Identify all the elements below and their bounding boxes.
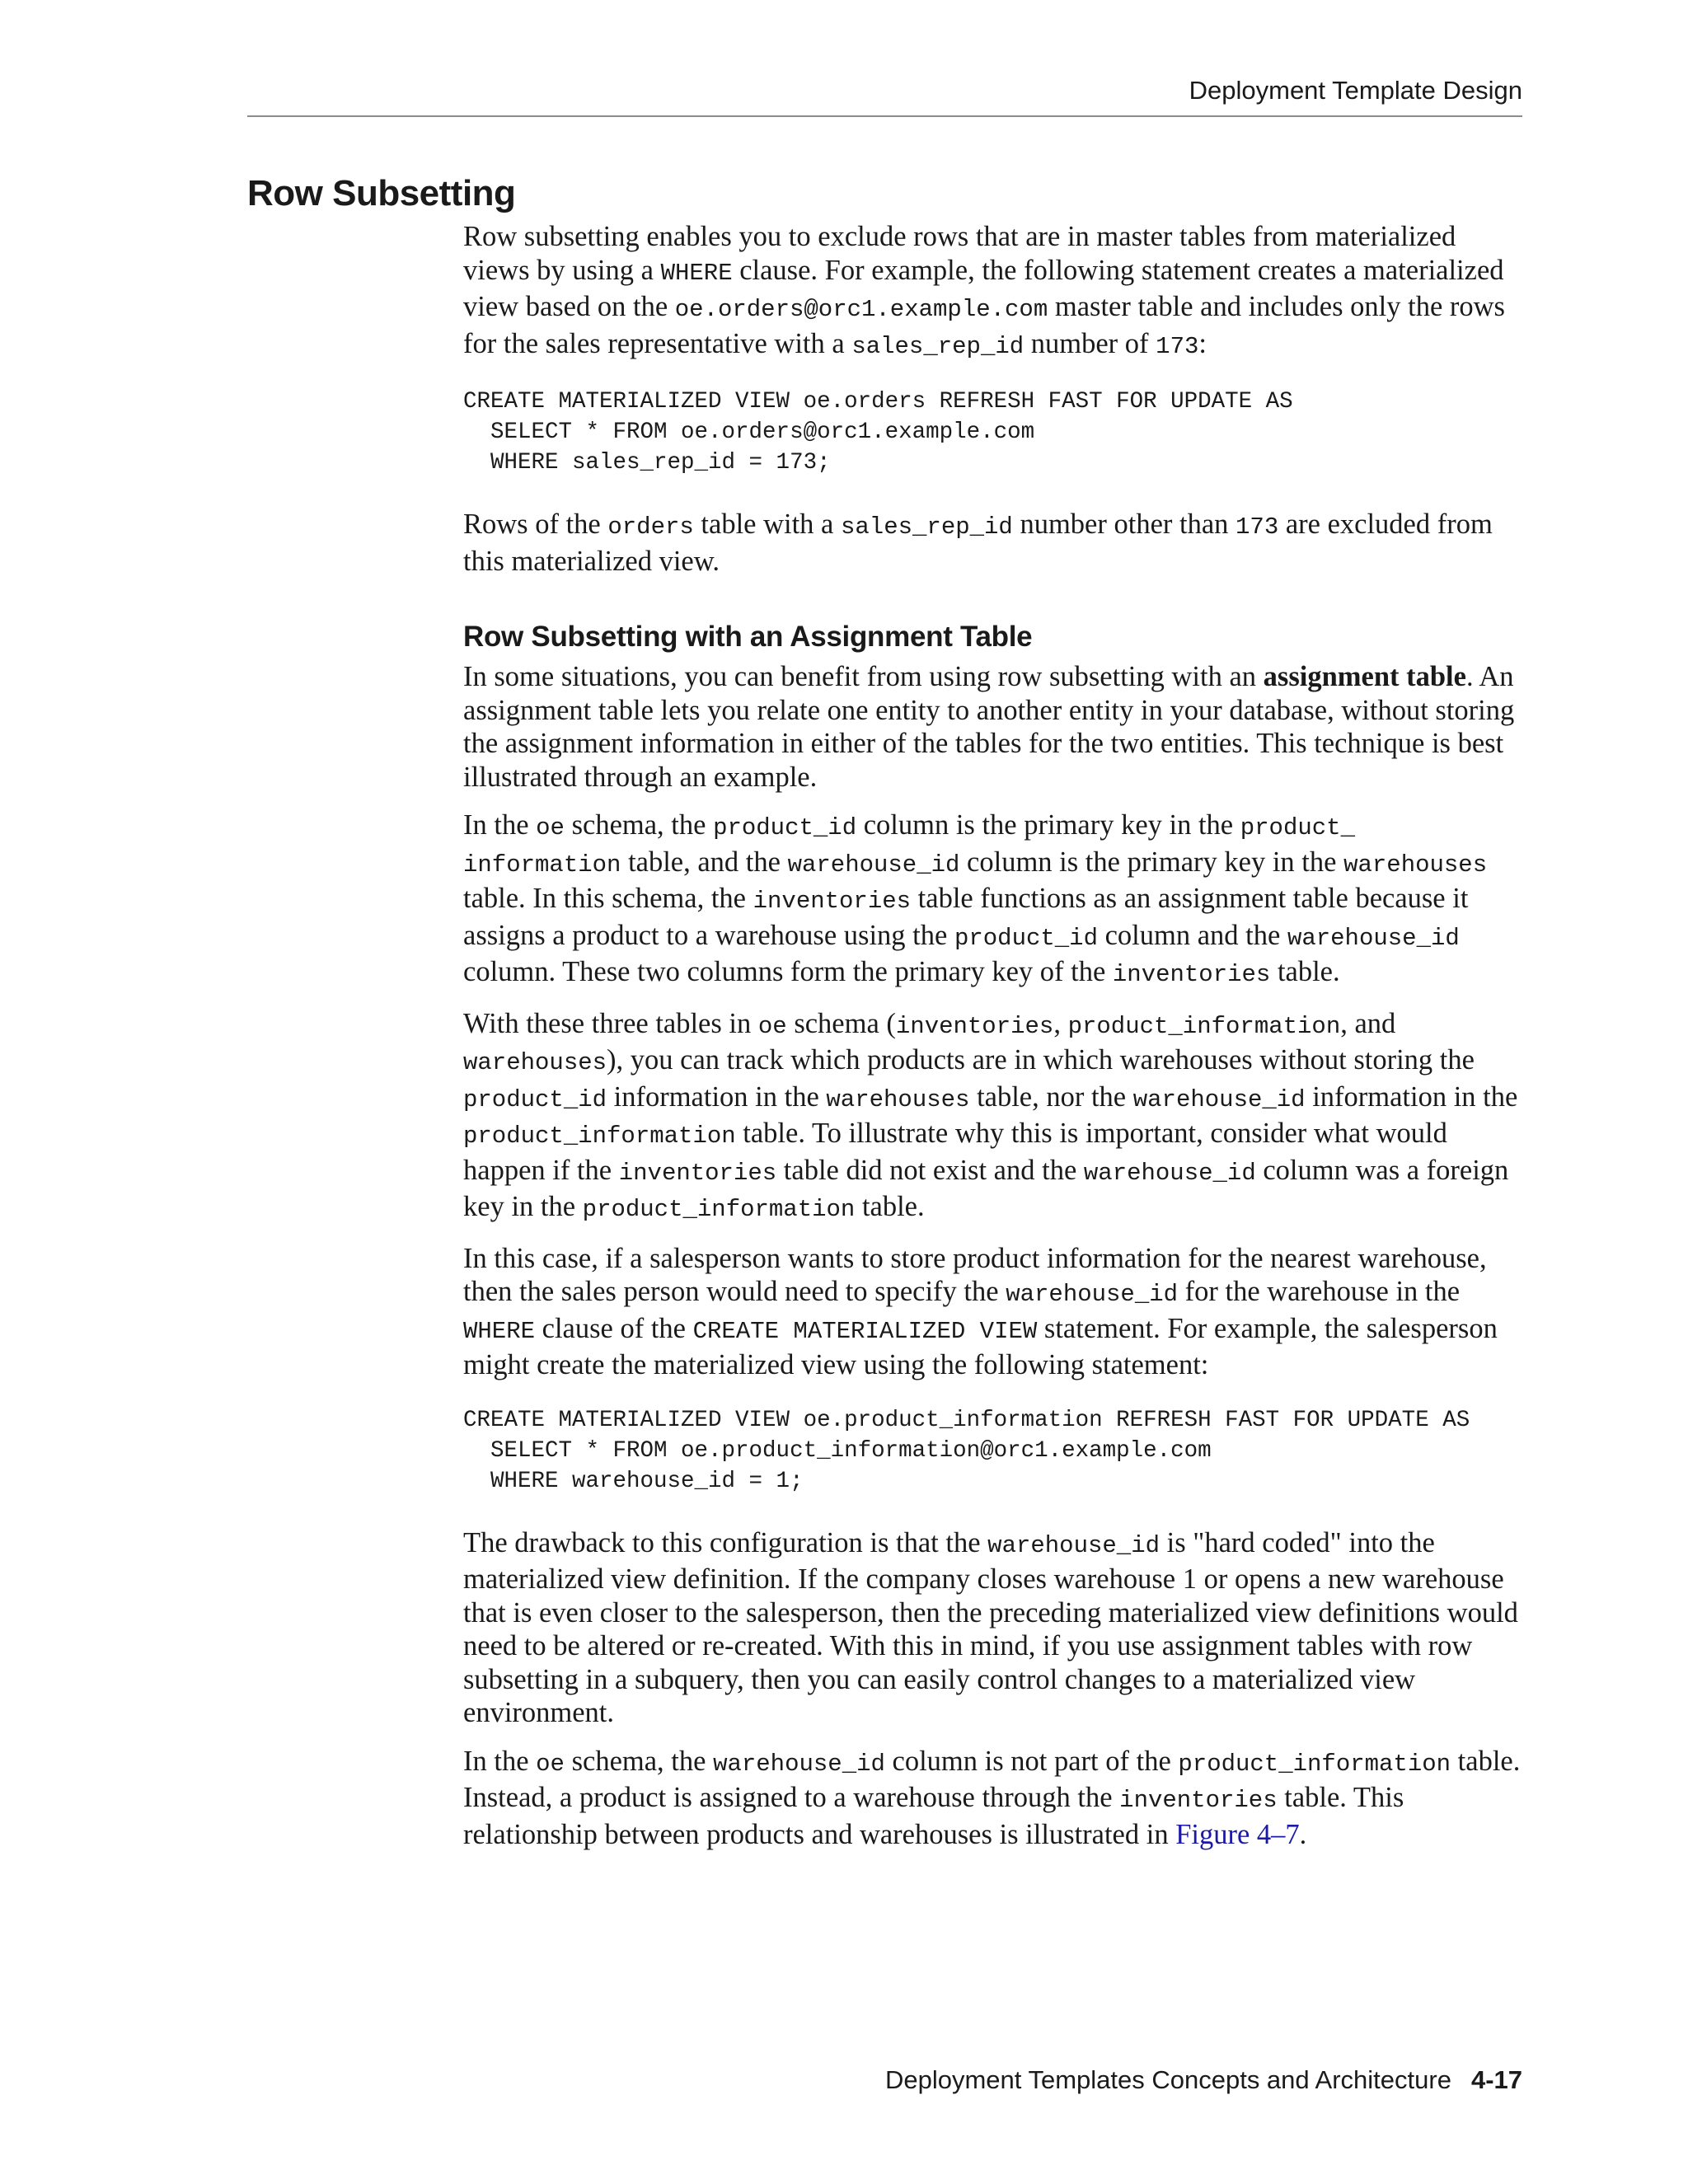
footer-book-title: Deployment Templates Concepts and Architecture [884, 2065, 1451, 2094]
running-footer [885, 2062, 1522, 2098]
inline-code: warehouse_id [1006, 1281, 1179, 1308]
subsection-title: Row Subsetting with an Assignment Table [463, 621, 1033, 653]
inline-code: product_information [1067, 1012, 1341, 1040]
paragraph-intro: Row subsetting enables you to exclude rows that are in master tables from materialized views by using a WHERE clause. For example, the following statement creates a materialized view based on the oe.orders@orc1.example.com master table and includes only the rows for the sales representative with a sales_rep_id number of 173: [463, 221, 1505, 360]
inline-code: inventories [1112, 961, 1271, 988]
inline-code: product_information [582, 1196, 856, 1223]
inline-code: product_id [713, 814, 857, 841]
figure-link[interactable]: Figure 4–7 [1175, 1818, 1300, 1850]
inline-code: oe [536, 814, 565, 841]
inline-code: warehouse_id [1287, 924, 1460, 952]
inline-code: oe [536, 1750, 565, 1778]
inline-code: warehouse_id [713, 1750, 885, 1778]
inline-code: product_ information [463, 814, 1355, 879]
inline-code: warehouse_id [1132, 1085, 1306, 1113]
paragraph-excluded-rows: Rows of the orders table with a sales_rep_id number other than 173 are excluded from this materialized view. [463, 509, 1493, 577]
inline-code: sales_rep_id [851, 332, 1025, 360]
inline-code: WHERE [463, 1317, 536, 1345]
inline-code: oe [757, 1012, 787, 1040]
inline-code: inventories [895, 1012, 1054, 1040]
inline-code: 173 [1156, 332, 1199, 360]
section-title: Row Subsetting [247, 173, 516, 213]
inline-code: warehouse_id [787, 851, 960, 879]
paragraph-assignment-table: In some situations, you can benefit from using row subsetting with an assignment table. An assignment table lets you relate one entity to another entity in your database, without storing the assignment information in either of the tables for the two entities. This technique is best illustrated through an example. [463, 661, 1515, 793]
code-example-orders: CREATE MATERIALIZED VIEW oe.orders REFRESH FAST FOR UPDATE AS SELECT * FROM oe.orders@orc1.example.com WHERE sales_rep_id = 173; [463, 389, 1293, 476]
body-column [463, 220, 1526, 1866]
paragraph-three-tables: With these three tables in oe schema (inventories, product_information, and warehouses), you can track which products are in which warehouses without storing the product_id information in the warehouses table, nor the warehouse_id information in the product_information table. To illustrate why this is important, consider what would happen if the inventories table did not exist and the warehouse_id column was a foreign key in the product_information table. [463, 1007, 1518, 1223]
inline-code: warehouses [826, 1085, 970, 1113]
paragraph-drawback: The drawback to this configuration is that the warehouse_id is "hard coded" into the materialized view definition. If the company closes warehouse 1 or opens a new warehouse that is even closer to the salesperson, then the preceding materialized view definitions would need to be altered or re-created. With this in mind, if you use assignment tables with row subsetting in a subquery, then you can easily control changes to a materialized view environment. [463, 1526, 1518, 1728]
inline-code: orders [607, 513, 694, 541]
paragraph-oe-schema: In the oe schema, the product_id column is the primary key in the product_ information table, and the warehouse_id column is the primary key in the warehouses table. In this schema, the inventories table functions as an assignment table because it assigns a product to a warehouse using the product_id column and the warehouse_id column. These two columns form the primary key of the inventories table. [463, 809, 1488, 988]
bold-term: assignment table [1263, 661, 1466, 692]
code-example-product-information: CREATE MATERIALIZED VIEW oe.product_information REFRESH FAST FOR UPDATE AS SELECT * FROM oe.product_information@orc1.example.com WHERE warehouse_id = 1; [463, 1407, 1470, 1494]
running-header-title: Deployment Template Design [1189, 76, 1522, 105]
paragraph-salesperson: In this case, if a salesperson wants to store product information for the nearest warehouse, then the sales person would need to specify the warehouse_id for the warehouse in the WHERE clause of the CREATE MATERIALIZED VIEW statement. For example, the salesperson might create the materialized view using the following statement: [463, 1242, 1498, 1380]
inline-code: CREATE MATERIALIZED VIEW [692, 1317, 1038, 1345]
inline-code: WHERE [660, 259, 733, 287]
paragraph-relationship: In the oe schema, the warehouse_id column is not part of the product_information table. Instead, a product is assigned to a warehouse through the inventories table. This relationship between products and warehouses is illustrated in Figure 4–7. [463, 1745, 1521, 1850]
inline-code: inventories [753, 888, 912, 915]
inline-code: product_id [954, 924, 1098, 952]
inline-code: warehouses [1343, 851, 1488, 879]
inline-code: inventories [1119, 1787, 1278, 1814]
inline-code: product_information [1178, 1750, 1451, 1778]
page-number: 4-17 [1470, 2065, 1522, 2094]
inline-code: inventories [618, 1159, 777, 1187]
inline-code: 173 [1236, 513, 1279, 541]
inline-code: warehouse_id [1083, 1159, 1256, 1187]
running-header [247, 73, 1522, 117]
inline-code: warehouses [463, 1049, 607, 1076]
inline-code: product_information [463, 1122, 736, 1150]
inline-code: oe.orders@orc1.example.com [674, 296, 1048, 323]
inline-code: warehouse_id [987, 1531, 1160, 1559]
inline-code: product_id [463, 1085, 607, 1113]
inline-code: sales_rep_id [841, 513, 1013, 541]
